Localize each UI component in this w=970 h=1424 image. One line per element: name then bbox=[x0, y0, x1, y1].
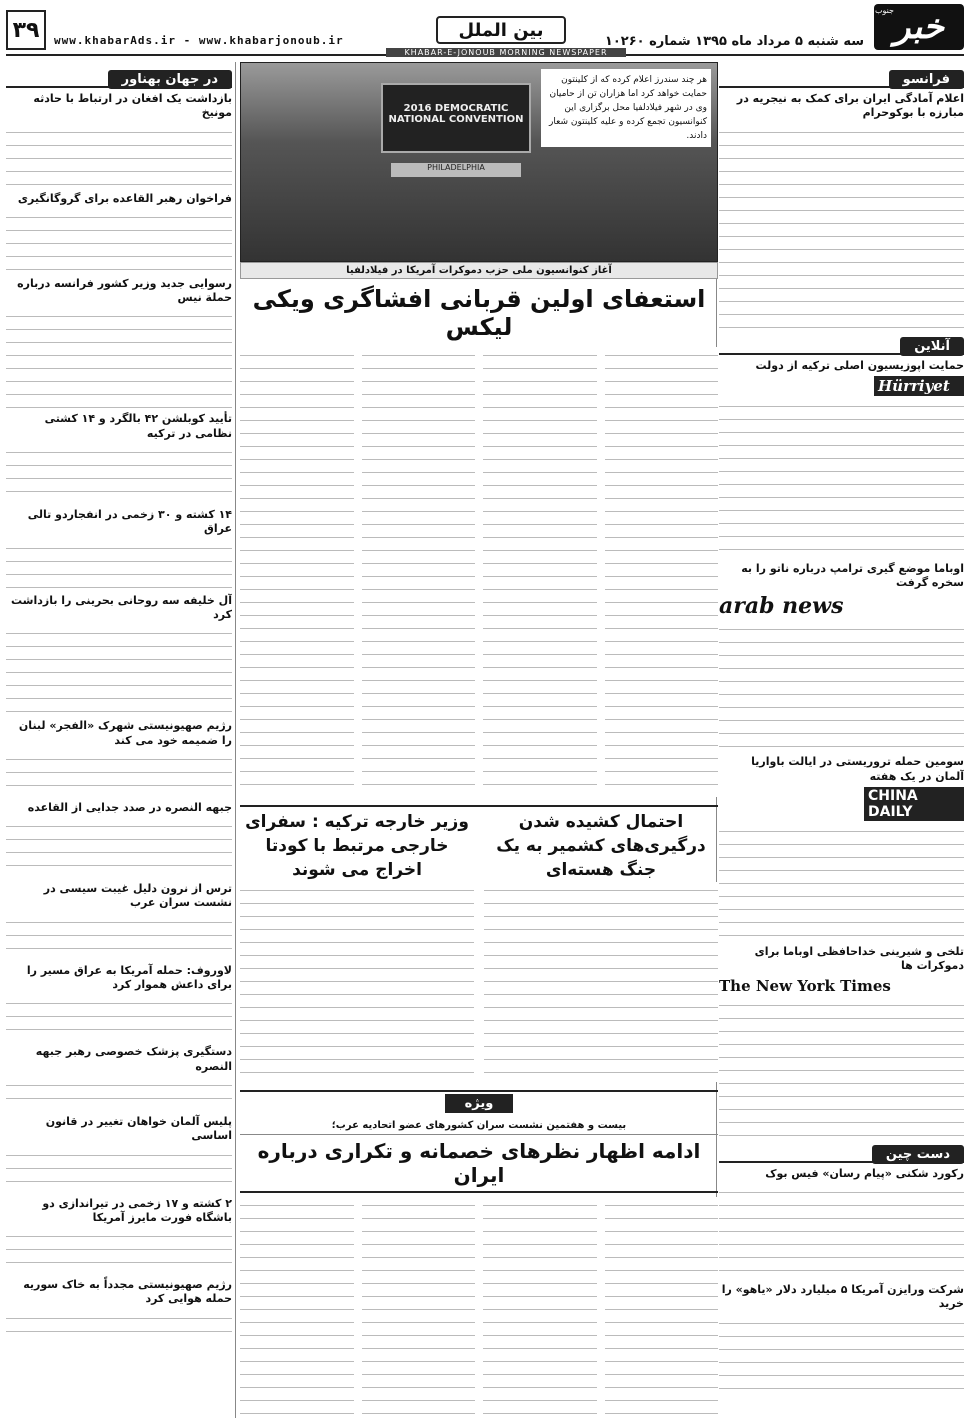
article-column bbox=[362, 1197, 476, 1424]
news-body bbox=[6, 209, 232, 273]
source-logo: CHINA DAILY bbox=[864, 787, 964, 821]
news-body bbox=[6, 1147, 232, 1193]
news-headline: لاوروف: حمله آمریکا به عراق مسیر را برای داعش هموار کرد bbox=[26, 963, 232, 992]
article-body bbox=[719, 124, 964, 329]
article-column bbox=[362, 347, 476, 797]
article-headline: اوباما موضع گیری ترامپ درباره ناتو را به سخره گرفت bbox=[741, 561, 964, 590]
photo-sign: PHILADELPHIA bbox=[391, 163, 521, 177]
news-body bbox=[6, 444, 232, 504]
secondary-articles bbox=[240, 805, 718, 1082]
section-title: بین الملل bbox=[436, 16, 566, 44]
article-body bbox=[719, 823, 964, 941]
news-body bbox=[6, 124, 232, 188]
article-body bbox=[240, 882, 474, 1082]
photo-caption: آغاز کنوانسیون ملی حزب دموکرات آمریکا در فیلادلفیا bbox=[240, 262, 718, 279]
article-column bbox=[483, 1197, 597, 1424]
article-headline: اعلام آمادگی ایران برای کمک به نیجریه در مبارزه با بوکوحرام bbox=[736, 92, 964, 120]
source-logo: arab news bbox=[719, 593, 844, 620]
article-body bbox=[484, 882, 718, 1082]
masthead bbox=[6, 4, 964, 56]
news-body bbox=[6, 625, 232, 715]
article-body bbox=[719, 621, 964, 751]
article-column bbox=[483, 347, 597, 797]
kashmir-headline: احتمال کشیده شدن درگیری‌های کشمیر به یک جنگ هسته‌ای bbox=[496, 812, 706, 880]
section-tag: فرانسو bbox=[889, 70, 964, 89]
left-column bbox=[6, 62, 232, 1344]
convention-photo bbox=[240, 62, 718, 262]
article-column bbox=[605, 1197, 719, 1424]
dateline: سه شنبه ۵ مرداد ماه ۱۳۹۵ شماره ۱۰۲۶۰ bbox=[604, 34, 864, 49]
news-headline: ۱۴ کشته و ۳۰ زخمی در انفجاردو تالی عراق bbox=[27, 508, 232, 536]
logo-text: خبر bbox=[893, 7, 945, 47]
article-headline: تلخی و شیرینی خداحافظی اوباما برای دموکرات ها bbox=[754, 945, 964, 973]
news-body bbox=[6, 1228, 232, 1274]
news-body bbox=[6, 540, 232, 590]
article-headline: حمایت اپوزیسیون اصلی ترکیه از دولت bbox=[755, 358, 964, 372]
section-tag: دست چین bbox=[872, 1145, 964, 1164]
news-body bbox=[6, 308, 232, 408]
news-body bbox=[6, 1077, 232, 1111]
logo-sub: جنوب bbox=[874, 6, 894, 15]
special-ribbon bbox=[240, 1090, 718, 1113]
page-number: ۳۹ bbox=[6, 10, 46, 50]
arab-league-body bbox=[240, 1197, 718, 1424]
news-headline: پلیس آلمان خواهان تغییر در قانون اساسی bbox=[45, 1114, 232, 1143]
news-headline: ۲ کشته و ۱۷ زخمی در تیراندازی دو باشگاه فورت مایرز آمریکا bbox=[42, 1196, 232, 1224]
news-body bbox=[6, 914, 232, 960]
english-subtitle: KHABAR-E-JONOUB MORNING NEWSPAPER bbox=[386, 48, 626, 57]
article-body bbox=[719, 997, 964, 1137]
article-body bbox=[719, 398, 964, 558]
kicker: بیست و هفتمین نشست سران کشورهای عضو اتحادیه عرب؛ bbox=[240, 1117, 718, 1135]
news-headline: رژیم صهیونیستی شهرک «الفجر» لبنان را ضمیمه خود می کند bbox=[18, 719, 232, 747]
news-headline: آل خلیفه سه روحانی بحرینی را بازداشت کرد bbox=[11, 593, 232, 621]
turkey-headline: وزیر خارجه ترکیه : سفرای خارجی مرتبط با کودتا اخراج می شوند bbox=[245, 812, 469, 880]
article-column bbox=[605, 347, 719, 797]
site-url[interactable]: www.khabarAds.ir - www.khabarjonoub.ir bbox=[54, 34, 344, 47]
photo-quote: هر چند سندرز اعلام کرده که از کلینتون حمایت خواهد کرد اما هزاران تن از حامیان وی در شهر فیلادلفیا محل برگزاری این کنوانسیون تجمع کرده و علیه کلینتون شعار دادند. bbox=[541, 69, 711, 147]
article-headline: رکورد شکنی «پیام رسان» فیس بوک bbox=[765, 1166, 964, 1180]
article-body bbox=[719, 1184, 964, 1279]
news-headline: بازداشت یک افغان در ارتباط با حادثه مونیخ bbox=[33, 92, 232, 120]
news-body bbox=[6, 995, 232, 1041]
column-divider bbox=[235, 62, 236, 1418]
news-headline: تأیید کوبلشن ۴۲ بالگرد و ۱۴ کشتی نظامی در ترکیه bbox=[44, 412, 232, 440]
main-column bbox=[240, 62, 718, 1424]
news-headline: رژیم صهیونیستی مجدداً به خاک سوریه حمله هوایی کرد bbox=[23, 1278, 232, 1306]
article-body bbox=[719, 1315, 964, 1395]
arab-league-headline: ادامه اظهار نظرهای خصمانه و تکراری درباره ایران bbox=[240, 1135, 718, 1193]
right-column bbox=[719, 62, 964, 1395]
news-headline: رسوایی جدید وزیر کشور فرانسه درباره حملة نیس bbox=[17, 276, 232, 305]
news-headline: جبهه النصره در صدد جدایی از القاعده bbox=[27, 800, 232, 814]
news-headline: ترس از نرون دلیل غیبت سیسی در نشست سران عرب bbox=[43, 882, 232, 910]
news-headline: دستگیری پزشک خصوصی رهبر جبهه النصره bbox=[35, 1045, 232, 1073]
section-tag: آنلاین bbox=[900, 337, 964, 356]
lead-headline: استعفای اولین قربانی افشاگری ویکی لیکس bbox=[252, 285, 706, 341]
news-body bbox=[6, 1310, 232, 1344]
news-body bbox=[6, 818, 232, 878]
photo-screen: 2016 DEMOCRATIC NATIONAL CONVENTION bbox=[381, 83, 531, 153]
article-headline: سومین حمله تروریستی در ایالت باواریا آلمان در یک هفته bbox=[751, 755, 964, 783]
lead-article-body bbox=[240, 347, 718, 797]
special-tag: ویژه bbox=[445, 1094, 514, 1113]
article-column bbox=[240, 347, 354, 797]
section-tag: در جهان بهناور bbox=[108, 70, 232, 89]
source-logo: Hürriyet bbox=[874, 376, 964, 396]
article-headline: شرکت ورایزن آمریکا ۵ میلیارد دلار «یاهو» را خرید bbox=[721, 1282, 964, 1311]
news-headline: فراخوان رهبر القاعده برای گروگانگیری bbox=[17, 191, 232, 205]
news-body bbox=[6, 751, 232, 797]
source-logo: The New York Times bbox=[719, 976, 891, 995]
article-column bbox=[240, 1197, 354, 1424]
